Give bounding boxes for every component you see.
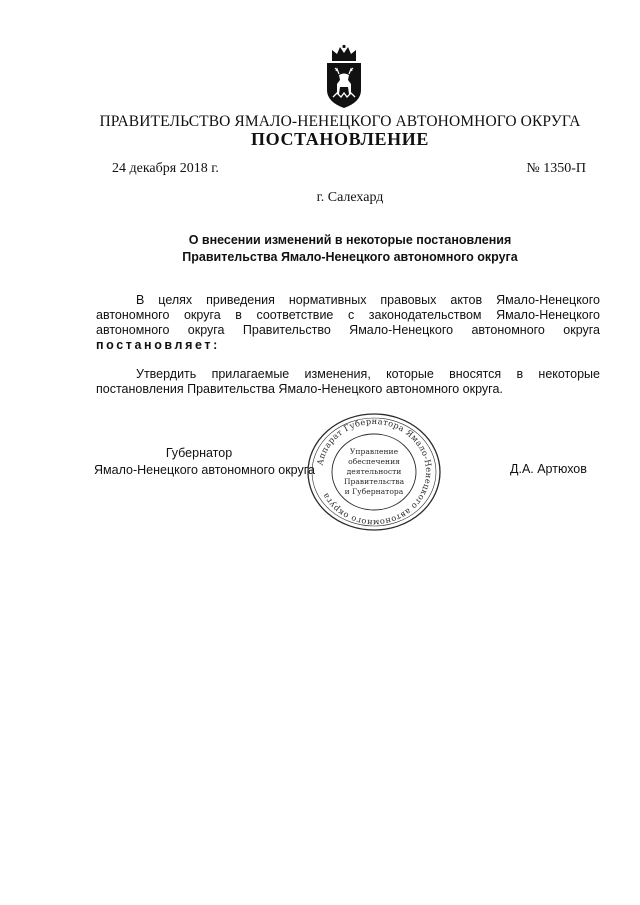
paragraph-line: автономного округа в соответствие с законодательством Ямало-Ненецкого	[96, 308, 600, 322]
document-date: 24 декабря 2018 г.	[112, 161, 219, 176]
body-paragraph	[96, 367, 600, 397]
subject-line: О внесении изменений в некоторые постановления	[188, 233, 512, 247]
document-city: г. Салехард	[316, 190, 384, 205]
signatory-title	[94, 445, 315, 479]
government-title: ПРАВИТЕЛЬСТВО ЯМАЛО-НЕНЕЦКОГО АВТОНОМНОГО ОКРУГА	[99, 113, 581, 130]
seal-center-line: деятельности	[346, 467, 402, 476]
coat-of-arms-icon	[324, 44, 364, 110]
signatory-name: Д.А. Артюхов	[510, 462, 587, 476]
subject-line: Правительства Ямало-Ненецкого автономного округа	[182, 250, 518, 264]
body-paragraph	[96, 293, 600, 353]
document-number: № 1350-П	[526, 161, 586, 176]
seal-center-line: и Губернатора	[344, 487, 404, 496]
paragraph-line: автономного округа Правительство Ямало-Ненецкого автономного округа	[96, 323, 600, 337]
document-type: ПОСТАНОВЛЕНИЕ	[251, 129, 429, 149]
seal-center-line: обеспечения	[348, 457, 400, 466]
signatory-position: Губернатор	[165, 446, 233, 460]
document-subject	[0, 232, 640, 266]
decree-word: постановляет:	[96, 338, 220, 352]
seal-ring-text: Аппарат Губернатора Ямало-Ненецкого автономного округа	[314, 415, 435, 529]
paragraph-line: постановления Правительства Ямало-Ненецкого автономного округа.	[96, 382, 503, 396]
signatory-region: Ямало-Ненецкого автономного округа	[94, 463, 315, 477]
paragraph-line: Утвердить прилагаемые изменения, которые вносятся в некоторые	[136, 367, 600, 381]
seal-center-line: Правительства	[343, 477, 405, 486]
paragraph-line: В целях приведения нормативных правовых актов Ямало-Ненецкого	[136, 293, 600, 307]
seal-center-line: Управление	[349, 447, 399, 456]
official-seal-stamp	[304, 411, 444, 533]
